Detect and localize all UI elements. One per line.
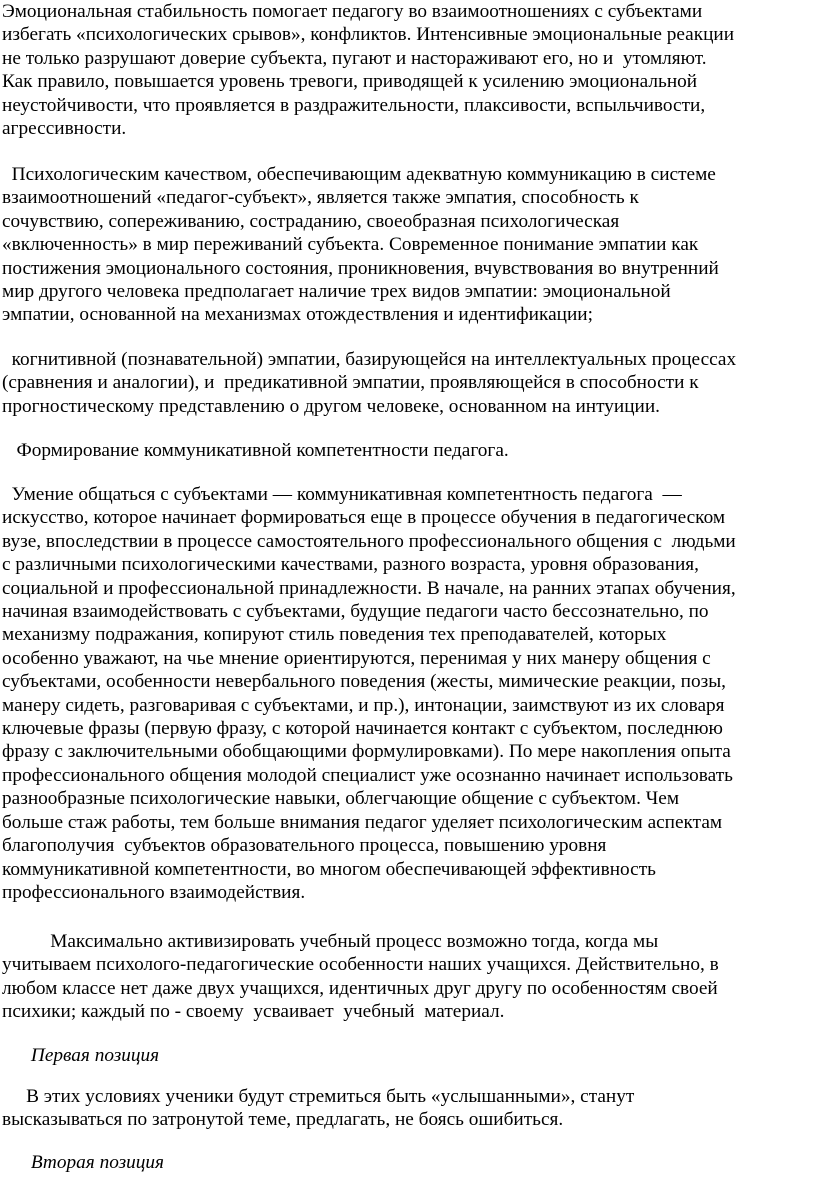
text-line: манеру сидеть, разговаривая с субъектами, и пр.), интонации, заимствуют из их словаря: [2, 694, 725, 716]
text-line: ключевые фразы (первую фразу, с которой начинается контакт с субъектом, последнюю: [2, 718, 723, 740]
text-line: В этих условиях ученики будут стремиться быть «услышанными», станут: [2, 1086, 635, 1107]
section-heading-communicative-competence: [2, 439, 814, 462]
text-line: высказываться по затронутой теме, предлагать, не боясь ошибиться.: [2, 1109, 564, 1131]
paragraph-cognitive-empathy: [2, 348, 814, 418]
text-line: социальной и профессиональной принадлежности. В начале, на ранних этапах обучения,: [2, 577, 736, 599]
text-line: механизму подражания, копируют стиль поведения тех преподавателей, которых: [2, 624, 667, 646]
text-line: Умение общаться с субъектами — коммуникативная компетентность педагога —: [2, 484, 682, 505]
text-line: прогностическому представлению о другом человеке, основанном на интуиции.: [2, 395, 660, 417]
text-line: Формирование коммуникативной компетентности педагога.: [2, 440, 509, 461]
text-line: сочувствию, сопереживанию, состраданию, своеобразная психологическая: [2, 210, 620, 232]
text-line: профессионального общения молодой специалист уже осознанно начинает использовать: [2, 764, 733, 786]
text-line: коммуникативной компетентности, во многом обеспечивающей эффективность: [2, 858, 656, 880]
text-line: избегать «психологических срывов», конфликтов. Интенсивные эмоциональные реакции: [2, 24, 735, 46]
text-line: взаимоотношений «педагог-субъект», является также эмпатия, способность к: [2, 187, 639, 209]
text-line: Как правило, повышается уровень тревоги, приводящей к усилению эмоциональной: [2, 71, 698, 93]
text-line: Психологическим качеством, обеспечивающим адекватную коммуникацию в системе: [2, 164, 716, 185]
text-line: психики; каждый по - своему усваивает учебный материал.: [2, 1001, 505, 1023]
text-line: любом классе нет даже двух учащихся, идентичных друг другу по особенностям своей: [2, 977, 718, 999]
text-line: агрессивности.: [2, 118, 127, 140]
text-line: фразу с заключительными обобщающими формулировками). По мере накопления опыта: [2, 741, 731, 763]
text-line: (сравнения и аналогии), и предикативной эмпатии, проявляющейся в способности к: [2, 372, 699, 394]
paragraph-emotional-stability: [2, 0, 814, 140]
text-line: субъектами, особенности невербального поведения (жесты, мимические реакции, позы,: [2, 671, 726, 693]
text-line: искусство, которое начинает формироваться еще в процессе обучения в педагогическом: [2, 507, 726, 529]
text-line: разнообразные психологические навыки, облегчающие общение с субъектом. Чем: [2, 788, 680, 810]
text-line: профессионального взаимодействия.: [2, 881, 306, 903]
text-line: особенно уважают, на чье мнение ориентируются, перенимая у них манеру общения с: [2, 647, 711, 669]
text-line: мир другого человека предполагает наличие трех видов эмпатии: эмоциональной: [2, 281, 671, 303]
text-line: вузе, впоследствии в процессе самостоятельного профессионального общения с людьми: [2, 530, 736, 552]
text-line: эмпатии, основанной на механизмах отождествления и идентификации;: [2, 304, 593, 326]
text-line: Первая позиция: [2, 1045, 160, 1066]
paragraph-learning-process: [2, 930, 814, 1024]
text-line: неустойчивости, что проявляется в раздражительности, плаксивости, вспыльчивости,: [2, 94, 706, 116]
text-line: «включенность» в мир переживаний субъекта. Современное понимание эмпатии как: [2, 234, 699, 256]
text-line: не только разрушают доверие субъекта, пугают и настораживают его, но и утомляют.: [2, 47, 707, 69]
heading-first-position: [2, 1044, 814, 1067]
text-line: начиная взаимодействовать с субъектами, будущие педагоги часто бессознательно, по: [2, 601, 709, 623]
text-line: благополучия субъектов образовательного процесса, повышению уровня: [2, 835, 607, 857]
text-line: Максимально активизировать учебный процесс возможно тогда, когда мы: [2, 931, 659, 952]
text-line: когнитивной (познавательной) эмпатии, базирующейся на интеллектуальных процессах: [2, 349, 737, 370]
text-line: больше стаж работы, тем больше внимания педагог уделяет психологическим аспектам: [2, 811, 723, 833]
text-line: Эмоциональная стабильность помогает педагогу во взаимоотношениях с субъектами: [2, 1, 703, 22]
heading-second-position: [2, 1151, 814, 1174]
text-line: с различными психологическими качествами, разного возраста, уровня образования,: [2, 554, 699, 576]
text-line: постижения эмоционального состояния, проникновения, вчувствования во внутренний: [2, 257, 719, 279]
paragraph-students-heard: [2, 1085, 814, 1132]
text-line: учитываем психолого-педагогические особенности наших учащихся. Действительно, в: [2, 954, 719, 976]
paragraph-empathy: [2, 163, 814, 327]
text-line: Вторая позиция: [2, 1152, 164, 1173]
paragraph-communication-skills: [2, 483, 814, 904]
